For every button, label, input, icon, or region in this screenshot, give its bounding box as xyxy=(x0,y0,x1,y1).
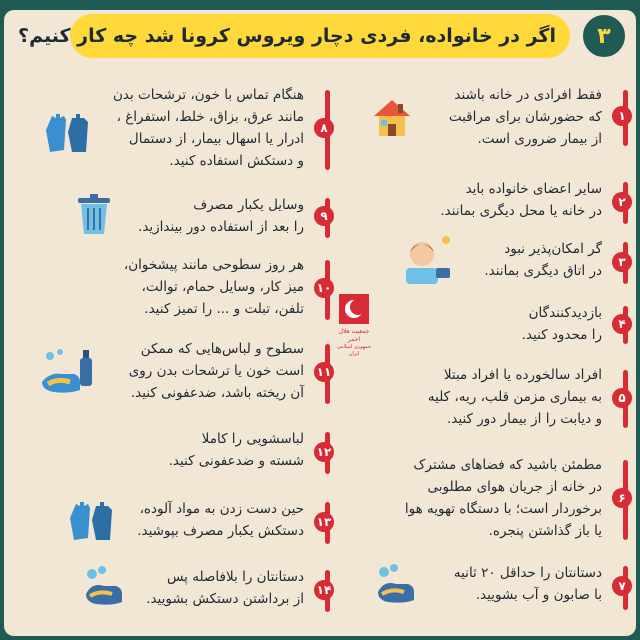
handwash-icon xyxy=(374,562,420,608)
list-item-8 xyxy=(10,84,330,176)
item-number: ۱۱ xyxy=(314,362,334,382)
item-text: دستانتان را حداقل ۲۰ ثانیه با صابون و آب بشویید. xyxy=(453,565,602,603)
sick-person-icon xyxy=(400,232,456,288)
section-number-badge: ۳ xyxy=(580,12,628,60)
item-text: وسایل یکبار مصرف را بعد از استفاده دور بیندازید. xyxy=(138,197,304,235)
list-item-7 xyxy=(338,562,628,614)
gloves-icon xyxy=(42,110,94,158)
item-number: ۹ xyxy=(314,206,334,226)
list-item-3 xyxy=(338,238,628,288)
item-text: حین دست زدن به مواد آلوده، دستکش یکبار مصرف بپوشید. xyxy=(137,501,304,539)
item-number: ۲ xyxy=(612,192,632,212)
item-number: ۱۳ xyxy=(314,512,334,532)
handwash-icon xyxy=(82,564,128,610)
item-number: ۱ xyxy=(612,106,632,126)
item-number: ۱۴ xyxy=(314,580,334,600)
item-number: ۸ xyxy=(314,118,334,138)
red-crescent-logo: جمعیت هلال احمر جمهوری اسلامی ایران xyxy=(334,294,374,356)
list-item-5 xyxy=(338,364,628,434)
list-item-12 xyxy=(10,428,330,478)
list-item-4 xyxy=(336,302,628,357)
item-number: ۷ xyxy=(612,576,632,596)
trash-icon xyxy=(76,194,112,236)
item-number: ۴ xyxy=(612,314,632,334)
item-text: هر روز سطوحی مانند پیشخوان، میز کار، وسایل حمام، توالت، تلفن، تبلت و ... را تمیز کنید. xyxy=(123,257,304,317)
list-item-6 xyxy=(338,454,628,546)
list-item-13 xyxy=(10,498,330,548)
list-item-9 xyxy=(10,194,330,242)
page-title: اگر در خانواده، فردی دچار ویروس کرونا شد چه کار کنیم؟ xyxy=(18,25,556,47)
item-number: ۶ xyxy=(612,488,632,508)
item-text: فقط افرادی در خانه باشند که حضورشان برای مراقبت از بیمار ضروری است. xyxy=(448,87,602,147)
item-number: ۱۲ xyxy=(314,442,334,462)
list-item-2 xyxy=(338,178,628,228)
list-item-11 xyxy=(10,338,330,410)
title-banner xyxy=(18,14,570,58)
item-number: ۵ xyxy=(612,388,632,408)
item-text: لباسشویی را کاملا شسته و ضدعفونی کنید. xyxy=(168,431,304,469)
item-text: بازدیدکنندگان را محدود کنید. xyxy=(521,305,602,343)
item-text: گر امکان‌پذیر نبود در اتاق دیگری بمانند. xyxy=(484,241,602,279)
list-item-1 xyxy=(338,84,628,154)
item-text: دستانتان را بلافاصله پس از برداشتن دستکش بشویید. xyxy=(146,569,304,607)
item-text: سطوح و لباس‌هایی که ممکن است خون یا ترشحات بدن روی آن ریخته باشد، ضدعفونی کنید. xyxy=(128,341,304,401)
gloves-icon xyxy=(66,498,118,546)
item-text: سایر اعضای خانواده باید در خانه یا محل دیگری بمانند. xyxy=(440,181,602,219)
list-item-14 xyxy=(10,566,330,616)
item-text: هنگام تماس با خون، ترشحات بدن مانند عرق، بزاق، خلط، استفراغ ، ادرار یا اسهال بیمار، از دستمال و دستکش استفاده کنید. xyxy=(112,87,304,169)
item-number: ۳ xyxy=(612,252,632,272)
cleaning-icon xyxy=(40,348,100,398)
list-item-10 xyxy=(10,254,330,326)
house-icon xyxy=(370,96,414,140)
item-text: افراد سالخورده یا افراد مبتلا به بیماری مزمن قلب، ریه، کلیه و دیابت را از بیمار دور کنید. xyxy=(427,367,602,427)
item-number: ۱۰ xyxy=(314,278,334,298)
item-text: مطمئن باشید که فضاهای مشترک در خانه از جریان هوای مطلوبی برخوردار است؛ با دستگاه تهویه هوا یا باز گذاشتن پنجره. xyxy=(404,457,602,539)
